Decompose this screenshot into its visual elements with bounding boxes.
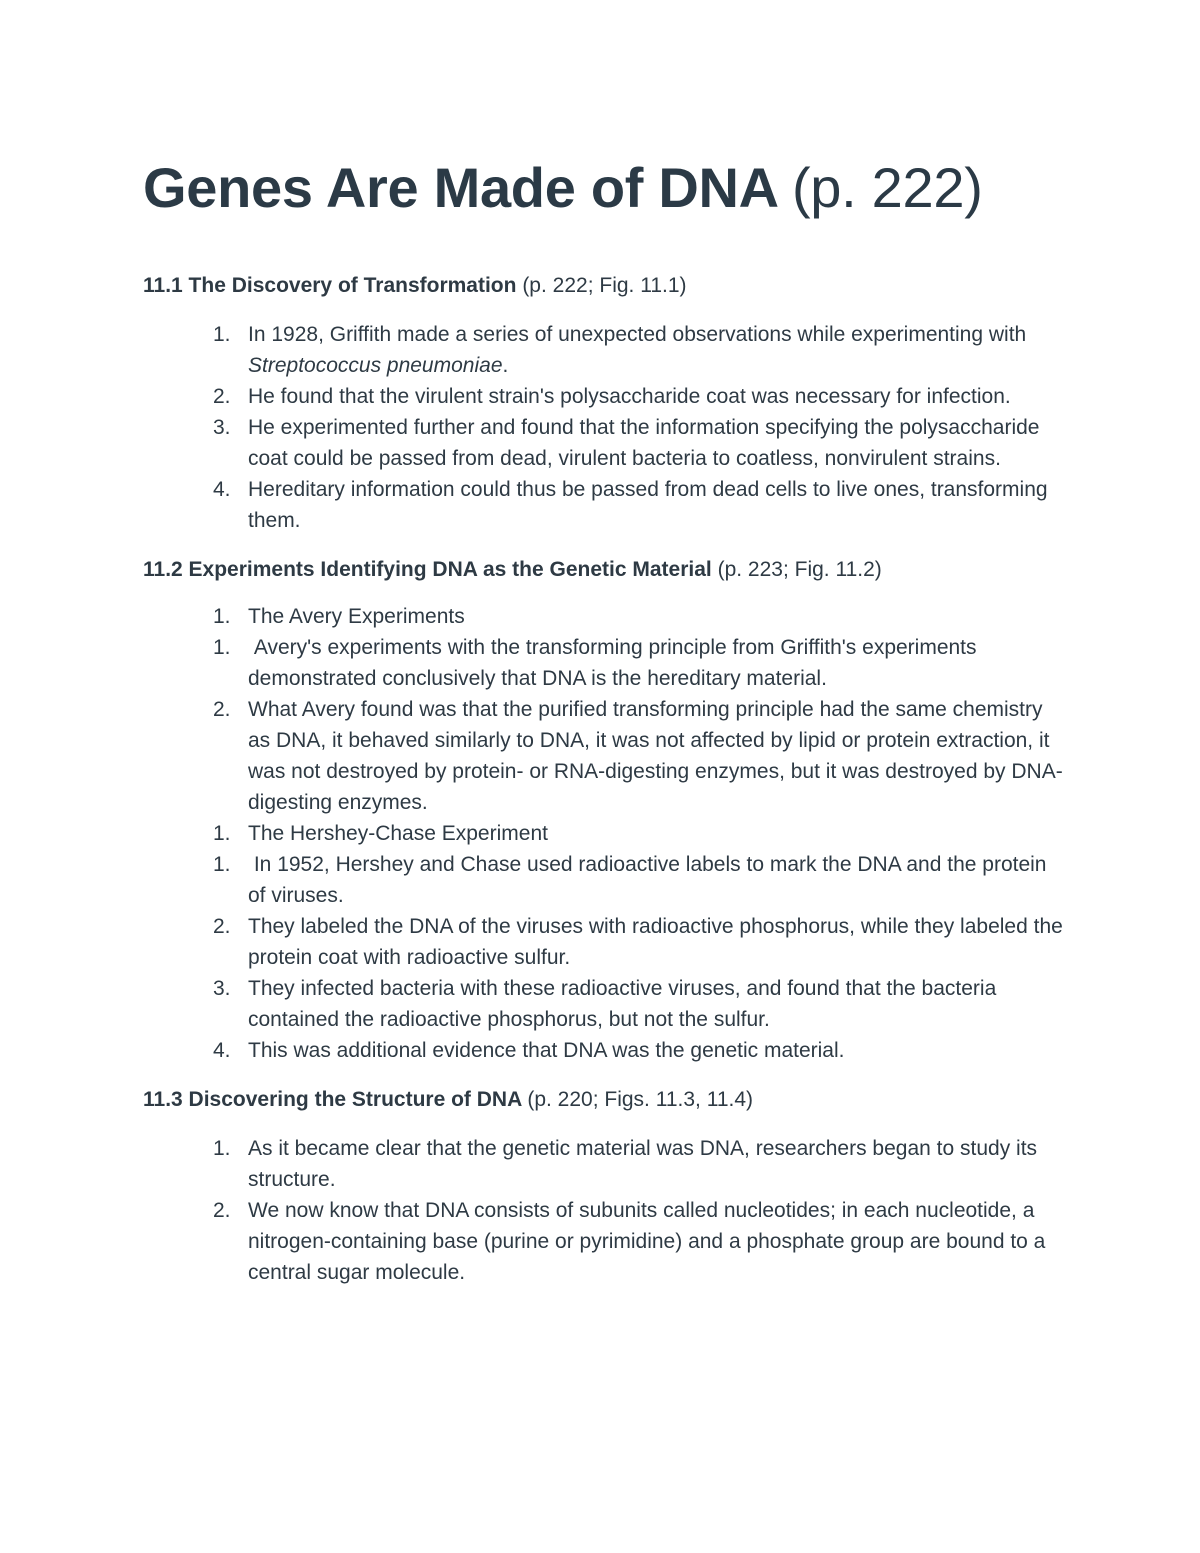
item-number: 2.: [213, 1199, 231, 1222]
item-text: In 1952, Hershey and Chase used radioactive labels to mark the DNA and the protein of viruses.: [248, 853, 1053, 907]
section-list-11-2: [143, 601, 1063, 1066]
section-heading-11-2: [143, 554, 1063, 585]
section-heading-title: 11.2 Experiments Identifying DNA as the Genetic Material: [143, 558, 712, 581]
item-number: 1.: [213, 323, 231, 346]
list-item: [143, 601, 1063, 632]
item-text: He found that the virulent strain's polysaccharide coat was necessary for infection.: [248, 385, 1011, 408]
list-item: [143, 973, 1063, 1035]
item-text: We now know that DNA consists of subunits called nucleotides; in each nucleotide, a nitrogen-containing base (purine or pyrimidine) and a phosphate group are bound to a central sugar molecule.: [248, 1199, 1046, 1284]
item-number: 3.: [213, 977, 231, 1000]
section-heading-reference: (p. 223; Fig. 11.2): [717, 558, 882, 581]
page-title: [143, 150, 1063, 226]
section-heading-11-1: [143, 270, 1063, 301]
list-item: [143, 381, 1063, 412]
list-item: [143, 319, 1063, 381]
list-item: [143, 1035, 1063, 1066]
item-number: 4.: [213, 1039, 231, 1062]
item-text: Avery's experiments with the transforming principle from Griffith's experiments demonstrated conclusively that DNA is the hereditary material.: [248, 636, 983, 690]
list-item: [143, 1133, 1063, 1195]
item-text: He experimented further and found that the information specifying the polysaccharide coat could be passed from dead, virulent bacteria to coatless, nonvirulent strains.: [248, 416, 1040, 470]
list-item: [143, 818, 1063, 849]
item-italic-text: Streptococcus pneumoniae: [248, 354, 503, 377]
item-text: What Avery found was that the purified transforming principle had the same chemistry as DNA, it behaved similarly to DNA, it was not affected by lipid or protein extraction, it was not destroyed by protein- or RNA-digesting enzymes, but it was destroyed by DNA-digesting enzymes.: [248, 698, 1063, 814]
list-item: [143, 849, 1063, 911]
item-text: This was additional evidence that DNA was the genetic material.: [248, 1039, 845, 1062]
item-text: As it became clear that the genetic material was DNA, researchers began to study its structure.: [248, 1137, 1038, 1191]
section-heading-title: 11.1 The Discovery of Transformation: [143, 274, 517, 297]
section-list-11-3: [143, 1133, 1063, 1288]
section-heading-title: 11.3 Discovering the Structure of DNA: [143, 1088, 522, 1111]
page-title-text: Genes Are Made of DNA: [143, 156, 777, 219]
section-heading-reference: (p. 220; Figs. 11.3, 11.4): [527, 1088, 754, 1111]
item-text: They infected bacteria with these radioactive viruses, and found that the bacteria contained the radioactive phosphorus, but not the sulfur.: [248, 977, 997, 1031]
section-heading-reference: (p. 222; Fig. 11.1): [522, 274, 687, 297]
item-number: 1.: [213, 853, 231, 876]
list-item: [143, 412, 1063, 474]
item-number: 1.: [213, 636, 231, 659]
list-item: [143, 911, 1063, 973]
item-text: The Avery Experiments: [248, 605, 465, 628]
list-item: [143, 474, 1063, 536]
item-number: 4.: [213, 478, 231, 501]
item-text: Hereditary information could thus be passed from dead cells to live ones, transforming them.: [248, 478, 1048, 532]
item-text: They labeled the DNA of the viruses with radioactive phosphorus, while they labeled the protein coat with radioactive sulfur.: [248, 915, 1063, 969]
item-text: In 1928, Griffith made a series of unexpected observations while experimenting with: [248, 323, 1027, 346]
section-heading-11-3: [143, 1084, 1063, 1115]
item-number: 1.: [213, 605, 231, 628]
item-text-end: .: [502, 354, 509, 377]
document-page: [143, 150, 1063, 1288]
list-item: [143, 1195, 1063, 1288]
item-text: The Hershey-Chase Experiment: [248, 822, 548, 845]
list-item: [143, 632, 1063, 694]
page-title-reference: (p. 222): [791, 156, 983, 219]
item-number: 2.: [213, 385, 231, 408]
item-number: 2.: [213, 698, 231, 721]
section-list-11-1: [143, 319, 1063, 536]
list-item: [143, 694, 1063, 818]
item-number: 1.: [213, 822, 231, 845]
item-number: 3.: [213, 416, 231, 439]
item-number: 2.: [213, 915, 231, 938]
item-number: 1.: [213, 1137, 231, 1160]
